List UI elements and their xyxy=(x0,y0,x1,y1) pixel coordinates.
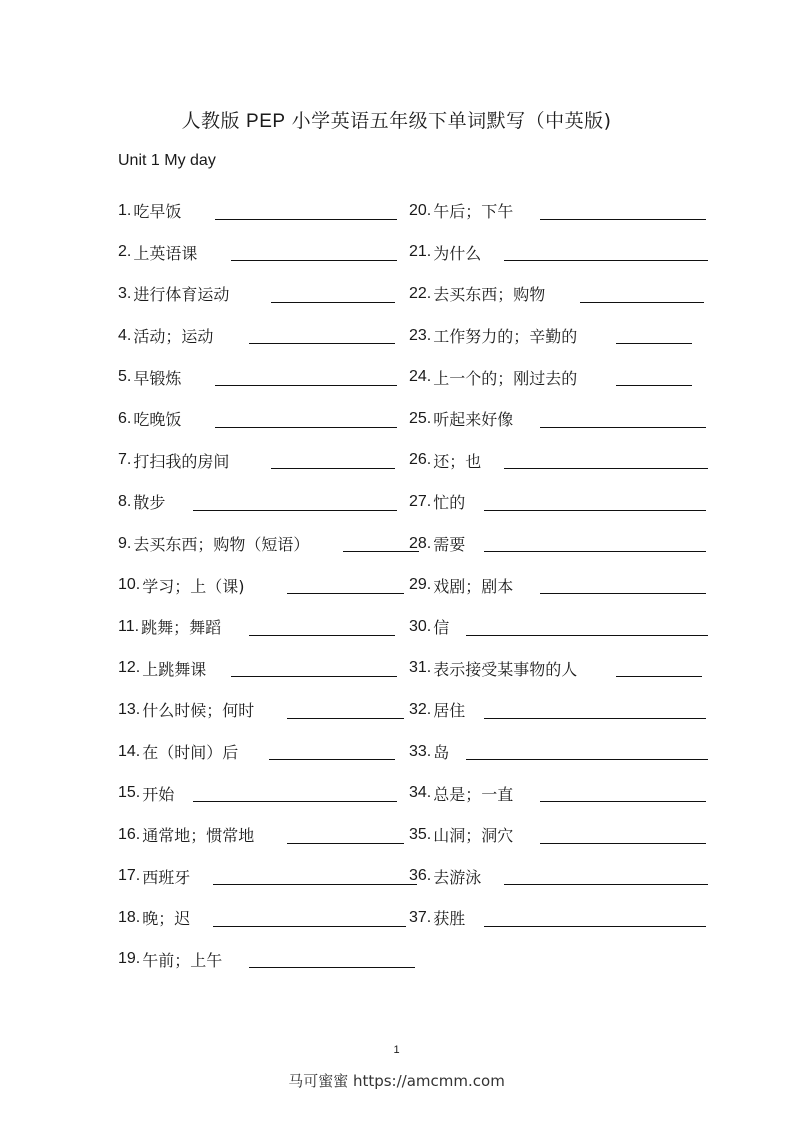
page-number: 1 xyxy=(393,1044,400,1056)
answer-blank[interactable] xyxy=(271,302,395,303)
item-word: 晚；迟 xyxy=(142,909,191,929)
item-number: 9. xyxy=(118,534,132,552)
item-word: 总是；一直 xyxy=(433,784,514,804)
item-word: 去买东西；购物（短语） xyxy=(133,535,310,555)
item-number: 23. xyxy=(409,326,432,344)
item-number: 16. xyxy=(118,825,141,843)
item-word: 需要 xyxy=(433,535,466,555)
list-item xyxy=(118,564,309,606)
answer-blank[interactable] xyxy=(215,427,397,428)
answer-blank[interactable] xyxy=(271,468,395,469)
answer-blank[interactable] xyxy=(466,635,708,636)
item-number: 14. xyxy=(118,742,141,760)
item-number: 31. xyxy=(409,659,432,677)
item-number: 5. xyxy=(118,368,132,386)
list-item xyxy=(409,523,577,565)
answer-blank[interactable] xyxy=(215,385,397,386)
list-item xyxy=(409,689,577,731)
item-word: 午后；下午 xyxy=(433,202,514,222)
answer-blank[interactable] xyxy=(504,260,708,261)
item-word: 去游泳 xyxy=(433,867,482,887)
item-word: 信 xyxy=(433,618,450,638)
item-word: 工作努力的；辛勤的 xyxy=(433,327,578,347)
answer-blank[interactable] xyxy=(484,510,706,511)
item-number: 17. xyxy=(118,867,141,885)
list-item xyxy=(118,190,309,232)
list-item xyxy=(118,814,309,856)
list-item xyxy=(409,440,577,482)
item-number: 18. xyxy=(118,908,141,926)
list-item xyxy=(118,606,309,648)
list-item xyxy=(118,273,309,315)
item-word: 什么时候；何时 xyxy=(142,701,255,721)
list-item xyxy=(409,606,577,648)
answer-blank[interactable] xyxy=(540,427,706,428)
answer-blank[interactable] xyxy=(540,219,706,220)
answer-blank[interactable] xyxy=(287,843,404,844)
list-item xyxy=(409,856,577,898)
answer-blank[interactable] xyxy=(504,884,708,885)
list-item xyxy=(118,440,309,482)
item-number: 15. xyxy=(118,784,141,802)
answer-blank[interactable] xyxy=(287,593,404,594)
list-item xyxy=(409,814,577,856)
answer-blank[interactable] xyxy=(193,801,397,802)
answer-blank[interactable] xyxy=(484,718,706,719)
list-item xyxy=(118,939,309,981)
item-word: 上英语课 xyxy=(133,243,198,263)
item-word: 表示接受某事物的人 xyxy=(433,659,578,679)
item-number: 29. xyxy=(409,576,432,594)
list-item xyxy=(118,731,309,773)
item-word: 开始 xyxy=(142,784,175,804)
item-word: 听起来好像 xyxy=(433,410,514,430)
answer-blank[interactable] xyxy=(504,468,708,469)
answer-blank[interactable] xyxy=(616,343,692,344)
item-number: 27. xyxy=(409,492,432,510)
item-number: 25. xyxy=(409,409,432,427)
item-word: 活动；运动 xyxy=(133,327,214,347)
answer-blank[interactable] xyxy=(616,676,702,677)
unit-heading: Unit 1 My day xyxy=(118,152,216,169)
answer-blank[interactable] xyxy=(287,718,404,719)
item-word: 在（时间）后 xyxy=(142,743,239,763)
item-number: 21. xyxy=(409,243,432,261)
item-number: 13. xyxy=(118,700,141,718)
list-item xyxy=(118,356,309,398)
item-word: 吃早饭 xyxy=(133,202,182,222)
answer-blank[interactable] xyxy=(466,759,708,760)
item-number: 22. xyxy=(409,284,432,302)
item-word: 进行体育运动 xyxy=(133,285,230,305)
list-item xyxy=(118,897,309,939)
page-title xyxy=(0,106,793,133)
list-item xyxy=(409,398,577,440)
item-word: 去买东西；购物 xyxy=(433,285,546,305)
item-word: 为什么 xyxy=(433,243,482,263)
answer-blank[interactable] xyxy=(540,801,706,802)
item-number: 30. xyxy=(409,617,432,635)
item-word: 打扫我的房间 xyxy=(133,451,230,471)
item-number: 8. xyxy=(118,492,132,510)
list-item xyxy=(409,273,577,315)
answer-blank[interactable] xyxy=(193,510,397,511)
answer-blank[interactable] xyxy=(616,385,692,386)
title-suffix: 小学英语五年级下单词默写（中英版) xyxy=(291,110,612,132)
item-word: 上一个的；刚过去的 xyxy=(433,368,578,388)
item-number: 28. xyxy=(409,534,432,552)
item-number: 7. xyxy=(118,451,132,469)
answer-blank[interactable] xyxy=(215,219,397,220)
item-number: 12. xyxy=(118,659,141,677)
item-number: 1. xyxy=(118,201,132,219)
list-item xyxy=(409,648,577,690)
answer-blank[interactable] xyxy=(580,302,704,303)
list-item xyxy=(118,523,309,565)
answer-blank[interactable] xyxy=(484,551,706,552)
item-number: 3. xyxy=(118,284,132,302)
answer-blank[interactable] xyxy=(213,926,406,927)
list-item xyxy=(409,356,577,398)
item-word: 还；也 xyxy=(433,451,482,471)
answer-blank[interactable] xyxy=(213,884,417,885)
item-word: 山洞；洞穴 xyxy=(433,826,514,846)
item-word: 散步 xyxy=(133,493,166,513)
list-item xyxy=(118,232,309,274)
list-item xyxy=(409,481,577,523)
list-item xyxy=(118,315,309,357)
answer-blank[interactable] xyxy=(249,343,395,344)
answer-blank[interactable] xyxy=(249,967,415,968)
answer-blank[interactable] xyxy=(231,260,397,261)
answer-blank[interactable] xyxy=(231,676,397,677)
answer-blank[interactable] xyxy=(269,759,395,760)
list-item xyxy=(409,315,577,357)
item-number: 35. xyxy=(409,825,432,843)
item-word: 跳舞；舞蹈 xyxy=(141,618,222,638)
item-word: 岛 xyxy=(433,743,450,763)
list-item xyxy=(118,689,309,731)
list-item xyxy=(118,648,309,690)
item-word: 学习；上（课) xyxy=(142,576,245,596)
list-item xyxy=(409,564,577,606)
list-item xyxy=(409,731,577,773)
item-word: 通常地；惯常地 xyxy=(142,826,255,846)
item-number: 4. xyxy=(118,326,132,344)
footer-watermark: 马可蜜蜜 https://amcmm.com xyxy=(288,1072,505,1090)
item-number: 2. xyxy=(118,243,132,261)
list-item xyxy=(118,398,309,440)
title-pep: PEP xyxy=(246,111,286,132)
item-number: 10. xyxy=(118,576,141,594)
item-number: 26. xyxy=(409,451,432,469)
item-number: 20. xyxy=(409,201,432,219)
item-number: 11. xyxy=(118,617,140,635)
item-number: 34. xyxy=(409,784,432,802)
title-prefix: 人教版 xyxy=(181,110,241,132)
item-word: 戏剧；剧本 xyxy=(433,576,514,596)
item-number: 24. xyxy=(409,368,432,386)
answer-blank[interactable] xyxy=(484,926,706,927)
list-item xyxy=(409,772,577,814)
answer-blank[interactable] xyxy=(249,635,395,636)
list-item xyxy=(118,772,309,814)
item-word: 居住 xyxy=(433,701,466,721)
item-number: 37. xyxy=(409,908,432,926)
item-word: 西班牙 xyxy=(142,867,191,887)
right-column xyxy=(409,190,577,939)
answer-blank[interactable] xyxy=(540,593,706,594)
item-word: 上跳舞课 xyxy=(142,659,207,679)
answer-blank[interactable] xyxy=(540,843,706,844)
list-item xyxy=(409,232,577,274)
item-word: 忙的 xyxy=(433,493,466,513)
item-number: 32. xyxy=(409,700,432,718)
item-number: 6. xyxy=(118,409,132,427)
list-item xyxy=(118,856,309,898)
list-item xyxy=(118,481,309,523)
item-word: 获胜 xyxy=(433,909,466,929)
left-column xyxy=(118,190,309,980)
list-item xyxy=(409,190,577,232)
answer-blank[interactable] xyxy=(343,551,419,552)
item-word: 早锻炼 xyxy=(133,368,182,388)
item-number: 36. xyxy=(409,867,432,885)
item-word: 吃晚饭 xyxy=(133,410,182,430)
item-number: 19. xyxy=(118,950,141,968)
item-number: 33. xyxy=(409,742,432,760)
item-word: 午前；上午 xyxy=(142,950,223,970)
list-item xyxy=(409,897,577,939)
